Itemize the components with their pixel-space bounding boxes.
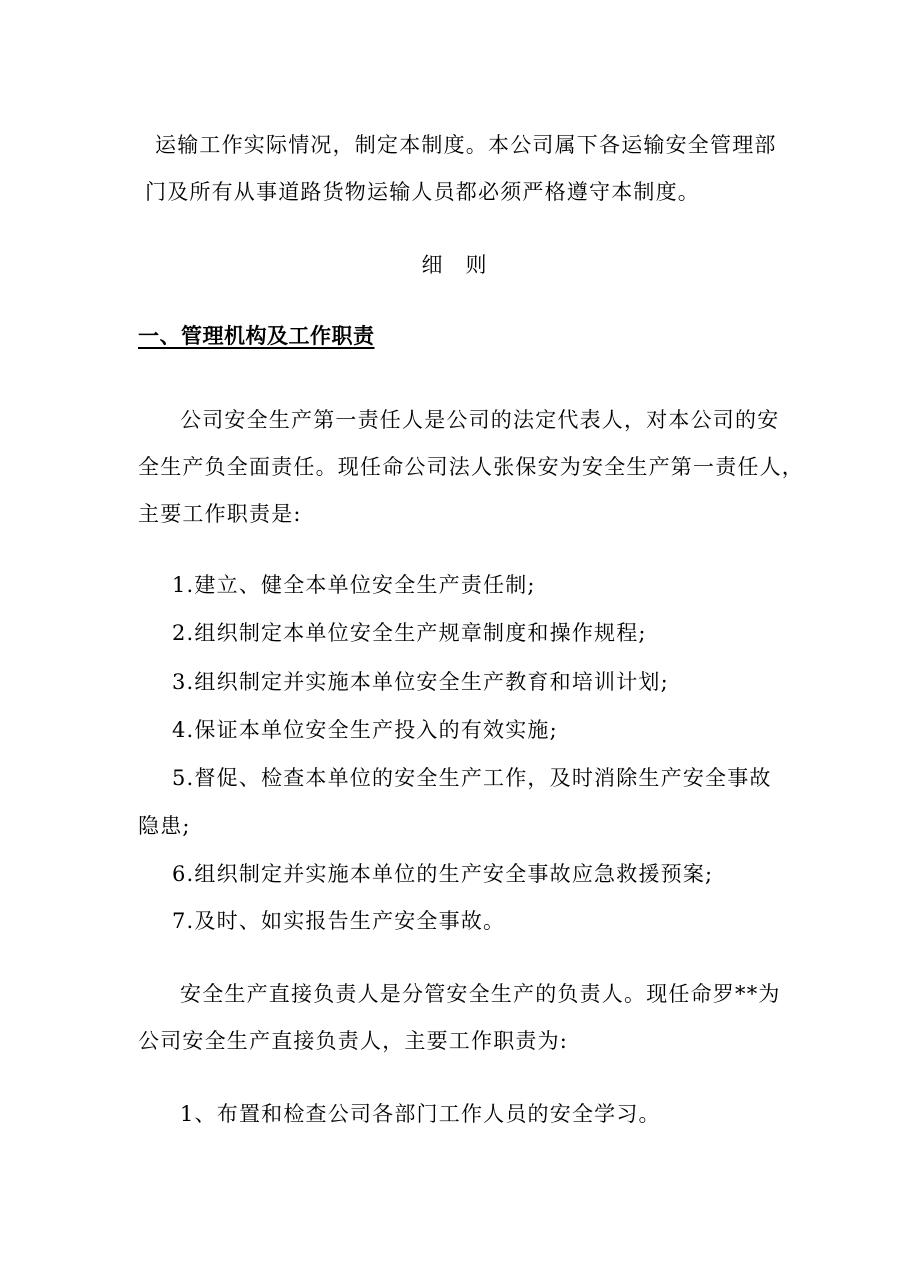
list-item-continuation: 隐患; <box>138 814 191 838</box>
list-item: 4.保证本单位安全生产投入的有效实施; <box>172 718 558 742</box>
paragraph-line: 安全生产直接负责人是分管安全生产的负责人。现任命罗**为 <box>180 982 781 1006</box>
intro-line-1: 运输工作实际情况，制定本制度。本公司属下各运输安全管理部 <box>155 133 777 157</box>
list-item: 1.建立、健全本单位安全生产责任制; <box>172 573 536 597</box>
list-item: 7.及时、如实报告生产安全事故。 <box>172 909 506 933</box>
paragraph-line: 主要工作职责是: <box>138 502 302 526</box>
subtitle: 细 则 <box>421 253 488 277</box>
list-item: 6.组织制定并实施本单位的生产安全事故应急救援预案; <box>172 862 714 886</box>
paragraph-line: 公司安全生产直接负责人，主要工作职责为: <box>138 1029 569 1053</box>
list-item: 2.组织制定本单位安全生产规章制度和操作规程; <box>172 621 647 645</box>
list-item: 5.督促、检查本单位的安全生产工作，及时消除生产安全事故 <box>172 766 772 790</box>
list-item: 3.组织制定并实施本单位安全生产教育和培训计划; <box>172 670 669 694</box>
paragraph-line: 全生产负全面责任。现任命公司法人张保安为安全生产第一责任人， <box>138 455 804 479</box>
paragraph-line: 公司安全生产第一责任人是公司的法定代表人，对本公司的安 <box>180 408 780 432</box>
list-item: 1、布置和检查公司各部门工作人员的安全学习。 <box>180 1102 661 1126</box>
section-heading: 一、管理机构及工作职责 <box>138 324 375 348</box>
intro-line-2: 门及所有从事道路货物运输人员都必须严格遵守本制度。 <box>145 180 700 204</box>
